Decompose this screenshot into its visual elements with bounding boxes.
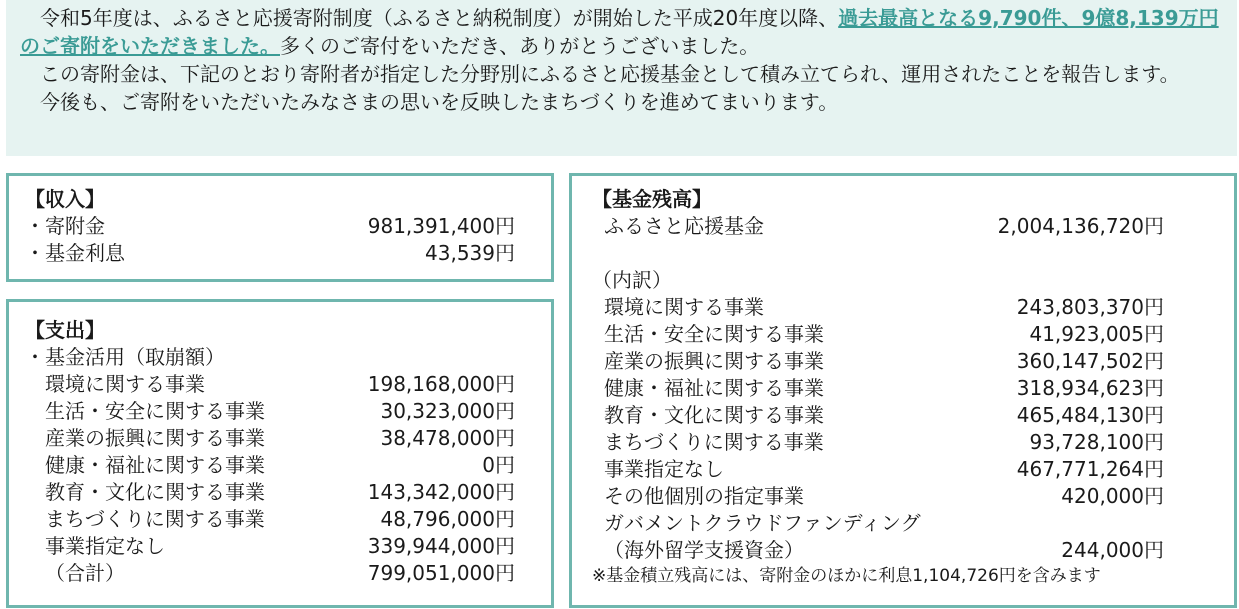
balance-amount: 467,771,264円 xyxy=(1016,457,1164,481)
balance-label: 生活・安全に関する事業 xyxy=(604,322,824,346)
balance-amount: 420,000円 xyxy=(1061,484,1164,508)
expense-total-row xyxy=(45,560,515,587)
balance-row xyxy=(604,483,1164,510)
expense-box xyxy=(6,299,554,608)
balance-label: 産業の振興に関する事業 xyxy=(604,349,824,373)
expense-total-amount: 799,051,000円 xyxy=(367,561,515,585)
expense-amount: 48,796,000円 xyxy=(380,507,515,531)
balance-row xyxy=(604,456,1164,483)
record-highlight: 過去最高となる9,790件、9億8,139万円のご寄附をいただきました。 xyxy=(20,6,1219,58)
balance-amount: 41,923,005円 xyxy=(1029,322,1164,346)
expense-label: まちづくりに関する事業 xyxy=(45,507,265,531)
intro-paragraph-1 xyxy=(20,4,1227,60)
balance-label: 環境に関する事業 xyxy=(604,295,764,319)
expense-amount: 339,944,000円 xyxy=(367,534,515,558)
balance-amount: 360,147,502円 xyxy=(1016,349,1164,373)
expense-subtitle: ・基金活用（取崩額） xyxy=(25,345,225,369)
expense-label: 教育・文化に関する事業 xyxy=(45,480,265,504)
balance-amount: 465,484,130円 xyxy=(1016,403,1164,427)
balance-amount: 243,803,370円 xyxy=(1016,295,1164,319)
balance-row xyxy=(604,429,1164,456)
spacer xyxy=(592,240,1164,267)
intro-panel xyxy=(6,0,1237,156)
expense-list xyxy=(25,371,515,587)
expense-amount: 0円 xyxy=(482,453,515,477)
income-label: ・寄附金 xyxy=(25,214,105,238)
income-row xyxy=(25,240,515,267)
balance-label: 健康・福祉に関する事業 xyxy=(604,376,824,400)
balance-amount: 318,934,623円 xyxy=(1016,376,1164,400)
intro-text-1: 令和5年度は、ふるさと応援寄附制度（ふるさと納税制度）が開始した平成20年度以降、 xyxy=(40,6,839,30)
expense-label: 生活・安全に関する事業 xyxy=(45,399,265,423)
fund-label: ふるさと応援基金 xyxy=(604,214,764,238)
balance-footnote: ※基金積立残高には、寄附金のほかに利息1,104,726円を含みます xyxy=(592,566,1101,586)
expense-row xyxy=(45,479,515,506)
balance-row xyxy=(604,402,1164,429)
income-title: 【収入】 xyxy=(25,187,105,211)
intro-paragraph-3: 今後も、ご寄附をいただいたみなさまの思いを反映したまちづくりを進めてまいります。 xyxy=(40,90,839,114)
balance-label: 教育・文化に関する事業 xyxy=(604,403,824,427)
balance-label: 事業指定なし xyxy=(604,457,724,481)
income-amount: 43,539円 xyxy=(425,241,515,265)
income-row xyxy=(25,213,515,240)
expense-row xyxy=(45,425,515,452)
expense-label: 事業指定なし xyxy=(45,534,165,558)
income-amount: 981,391,400円 xyxy=(367,214,515,238)
crowdfunding-amount: 244,000円 xyxy=(1061,538,1164,562)
expense-amount: 38,478,000円 xyxy=(380,426,515,450)
breakdown-label: （内訳） xyxy=(592,268,672,292)
expense-label: 産業の振興に関する事業 xyxy=(45,426,265,450)
expense-amount: 143,342,000円 xyxy=(367,480,515,504)
expense-row xyxy=(45,506,515,533)
fund-amount: 2,004,136,720円 xyxy=(997,214,1164,238)
expense-row xyxy=(45,452,515,479)
intro-text-1b: 多くのご寄付をいただき、ありがとうございました。 xyxy=(280,34,760,58)
income-box xyxy=(6,173,554,282)
expense-row xyxy=(45,398,515,425)
balance-row xyxy=(604,348,1164,375)
expense-amount: 198,168,000円 xyxy=(367,372,515,396)
expense-label: 健康・福祉に関する事業 xyxy=(45,453,265,477)
expense-total-label: （合計） xyxy=(45,561,125,585)
balance-row xyxy=(604,294,1164,321)
balance-label: まちづくりに関する事業 xyxy=(604,430,824,454)
expense-row xyxy=(45,371,515,398)
balance-row xyxy=(604,321,1164,348)
balance-box xyxy=(569,173,1237,608)
intro-paragraph-2: この寄附金は、下記のとおり寄附者が指定した分野別にふるさと応援基金として積み立てられ、運用されたことを報告します。 xyxy=(40,62,1180,86)
expense-label: 環境に関する事業 xyxy=(45,372,205,396)
expense-amount: 30,323,000円 xyxy=(380,399,515,423)
balance-label: その他個別の指定事業 xyxy=(604,484,804,508)
balance-title: 【基金残高】 xyxy=(592,187,712,211)
breakdown-list xyxy=(592,294,1164,564)
expense-title: 【支出】 xyxy=(25,318,105,342)
crowdfunding-row xyxy=(604,537,1164,564)
expense-row xyxy=(45,533,515,560)
fund-total-row xyxy=(592,213,1164,240)
balance-amount: 93,728,100円 xyxy=(1029,430,1164,454)
balance-row xyxy=(604,375,1164,402)
crowdfunding-label: ガバメントクラウドファンディング xyxy=(604,511,921,535)
crowdfunding-sublabel: （海外留学支援資金） xyxy=(604,538,804,562)
income-label: ・基金利息 xyxy=(25,241,125,265)
